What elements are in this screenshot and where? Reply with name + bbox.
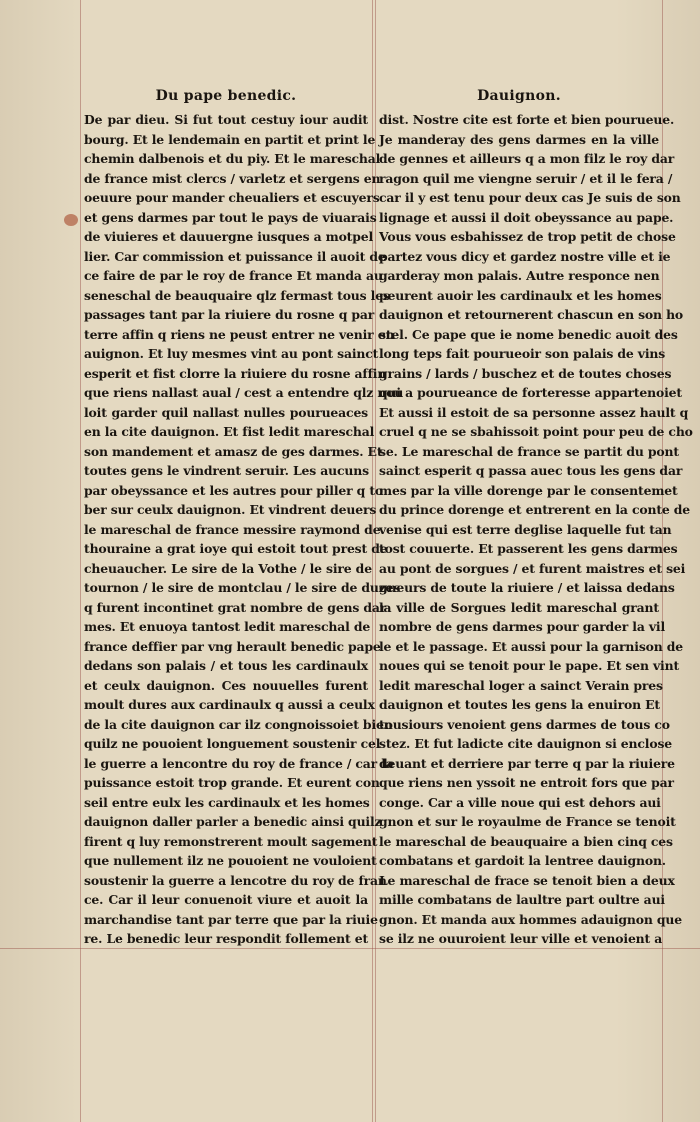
text-line: oeuure pour mander cheualiers et escuyers xyxy=(84,190,380,205)
text-line: gnon. Et manda aux hommes adauignon que xyxy=(379,911,683,927)
text-line: loit garder quil nallast nulles pourueaces xyxy=(84,404,368,420)
text-line: et gens darmes par tout le pays de viuarais xyxy=(84,209,377,225)
text-line: que riens nen yssoit ne entroit fors que par xyxy=(379,775,674,790)
text-line: cruel q ne se sbahissoit point pour peu de cho xyxy=(379,424,693,439)
text-line: marchandise tant par terre que par la riuie xyxy=(84,911,378,927)
text-line: ragon quil me viengne seruir / et il le fera / xyxy=(379,170,673,186)
text-line: puissance estoit trop grande. Et eurent con xyxy=(84,775,380,790)
text-line: stel. Ce pape que ie nome benedic auoit des xyxy=(379,326,678,342)
text-line: auignon. Et luy mesmes vint au pont sainct xyxy=(84,346,379,361)
text-line: de france mist clercs / varletz et sergens en xyxy=(84,170,381,186)
text-line: le mareschal de france messire raymond de xyxy=(84,521,381,537)
text-line: De par dieu. Si fut tout cestuy iour audit xyxy=(84,112,368,127)
text-line: que riens nallast aual / cest a entendre qlz nou xyxy=(84,385,404,400)
text-line: et ceulx dauignon. Ces nouuelles furent xyxy=(84,677,368,693)
text-line: stez. Et fut ladicte cite dauignon si enclose xyxy=(379,736,673,751)
text-line: terre affin q riens ne peust entrer ne venir en xyxy=(84,326,395,342)
text-line: conge. Car a ville noue qui est dehors aui xyxy=(379,794,661,810)
text-line: partez vous dicy et gardez nostre ville et ie xyxy=(379,248,671,264)
text-line: en la cite dauignon. Et fist ledit mareschal xyxy=(84,424,375,439)
text-line: firent q luy remonstrerent moult sagement xyxy=(84,833,378,849)
right-column xyxy=(379,88,693,949)
text-line: par obeyssance et les autres pour piller q to xyxy=(84,482,384,498)
text-line: mes. Et enuoya tantost ledit mareschal de xyxy=(84,619,371,634)
text-line: dist. Nostre cite est forte et bien pourueue. xyxy=(379,112,675,127)
text-line: combatans et gardoit la lentree dauignon. xyxy=(379,853,666,868)
right-column-text xyxy=(379,110,693,949)
text-line: que nullement ilz ne pouoient ne vouloient xyxy=(84,853,377,868)
text-line: bourg. Et le lendemain en partit et print le xyxy=(84,131,376,147)
text-line: deuant et derriere par terre q par la riuiere xyxy=(379,755,675,771)
ink-stain xyxy=(64,214,78,226)
text-line: ce faire de par le roy de france Et manda au xyxy=(84,268,383,283)
text-line: dedans son palais / et tous les cardinaulx xyxy=(84,658,368,673)
text-line: Vous vous esbahissez de trop petit de chose xyxy=(379,229,676,244)
text-line: france deffier par vng herault benedic pape xyxy=(84,638,381,654)
text-line: tost couuerte. Et passerent les gens darmes xyxy=(379,541,678,556)
text-line: grains / lards / buschez et de toutes choses xyxy=(379,365,672,381)
text-line: dauignon et retournerent chascun en son ho xyxy=(379,307,684,322)
text-line: cheuaucher. Le sire de la Vothe / le sire de xyxy=(84,560,372,576)
text-line: de la cite dauignon car ilz congnoissoiet bien xyxy=(84,716,393,732)
text-line: moult dures aux cardinaulx q aussi a ceulx xyxy=(84,697,375,712)
text-line: mille combatans de laultre part oultre aui xyxy=(379,892,665,907)
running-header-right: Dauignon. xyxy=(477,88,561,104)
text-line: nombre de gens darmes pour garder la vil xyxy=(379,619,666,634)
text-line: noues qui se tenoit pour le pape. Et sen vint xyxy=(379,658,680,673)
text-line: Et aussi il estoit de sa personne assez hault q xyxy=(379,404,689,420)
column-gutter-rule xyxy=(372,0,373,1122)
text-line: ledit mareschal loger a sainct Verain pres xyxy=(379,677,663,693)
text-line: de viuieres et dauuergne iusques a motpel xyxy=(84,229,374,244)
text-line: son mandement et amasz de ges darmes. Et xyxy=(84,443,383,459)
text-line: chemin dalbenois et du piy. Et le mareschal xyxy=(84,151,381,166)
text-line: mes par la ville dorenge par le consentemet xyxy=(379,482,678,498)
text-line: du prince dorenge et entrerent en la conte de xyxy=(379,502,691,517)
text-line: re. Le benedic leur respondit follement et xyxy=(84,931,369,946)
text-line: tousiours venoient gens darmes de tous co xyxy=(379,716,670,732)
text-line: peurent auoir les cardinaulx et les homes xyxy=(379,287,662,303)
text-line: gnon et sur le royaulme de France se tenoit xyxy=(379,814,676,829)
text-line: toutes gens le vindrent seruir. Les aucuns xyxy=(84,463,369,478)
text-line: Le mareschal de frace se tenoit bien a deux xyxy=(379,872,675,888)
text-line: venise qui est terre deglise laquelle fut tan xyxy=(379,521,672,537)
text-line: Je manderay des gens darmes en la ville xyxy=(379,131,659,147)
text-line: qui a pourueance de forteresse appartenoiet xyxy=(379,385,682,400)
text-line: soustenir la guerre a lencotre du roy de fran xyxy=(84,872,387,888)
text-line: la ville de Sorgues ledit mareschal grant xyxy=(379,599,659,615)
text-line: seil entre eulx les cardinaulx et les homes xyxy=(84,794,370,810)
text-line: thouraine a grat ioye qui estoit tout prest de xyxy=(84,541,388,556)
left-column-text xyxy=(84,110,404,949)
text-line: dauignon et toutes les gens la enuiron Et xyxy=(379,697,660,712)
text-line: long teps fait pourueoir son palais de vins xyxy=(379,346,666,361)
text-line: esperit et fist clorre la riuiere du rosne affin xyxy=(84,365,387,381)
left-margin-rule xyxy=(80,0,81,1122)
running-header-left: Du pape benedic. xyxy=(155,88,297,104)
text-line: seneschal de beauquaire qlz fermast tous les xyxy=(84,287,390,303)
text-line: gneurs de toute la riuiere / et laissa dedans xyxy=(379,580,675,595)
text-line: de gennes et ailleurs q a mon filz le roy dar xyxy=(379,151,675,166)
text-line: garderay mon palais. Autre responce nen xyxy=(379,268,660,283)
text-line: le et le passage. Et aussi pour la garnison de xyxy=(379,638,684,654)
text-line: lier. Car commission et puissance il auoit de xyxy=(84,248,386,264)
text-line: passages tant par la riuiere du rosne q par xyxy=(84,307,375,322)
text-line: sainct esperit q passa auec tous les gens dar xyxy=(379,463,683,478)
text-line: ce. Car il leur conuenoit viure et auoit la xyxy=(84,892,368,907)
text-line: au pont de sorgues / et furent maistres et sei xyxy=(379,560,686,576)
column-gutter-rule-2 xyxy=(375,0,376,1122)
text-line: q furent incontinet grat nombre de gens dar xyxy=(84,599,387,615)
left-column xyxy=(84,88,404,949)
text-line: quilz ne pouoient longuement soustenir cel xyxy=(84,736,381,751)
text-line: ber sur ceulx dauignon. Et vindrent deuers xyxy=(84,502,377,517)
text-line: se ilz ne ouuroient leur ville et venoient a xyxy=(379,931,663,946)
text-line: se. Le mareschal de france se partit du pont xyxy=(379,443,679,459)
text-line: dauignon daller parler a benedic ainsi quilz xyxy=(84,814,382,829)
text-line: tournon / le sire de montclau / le sire de duzes xyxy=(84,580,401,595)
text-line: lignage et aussi il doit obeyssance au pape. xyxy=(379,209,674,225)
text-line: le guerre a lencontre du roy de france / car la xyxy=(84,755,394,771)
text-line: car il y est tenu pour deux cas Je suis de son xyxy=(379,190,681,205)
text-line: le mareschal de beauquaire a bien cinq ces xyxy=(379,833,673,849)
